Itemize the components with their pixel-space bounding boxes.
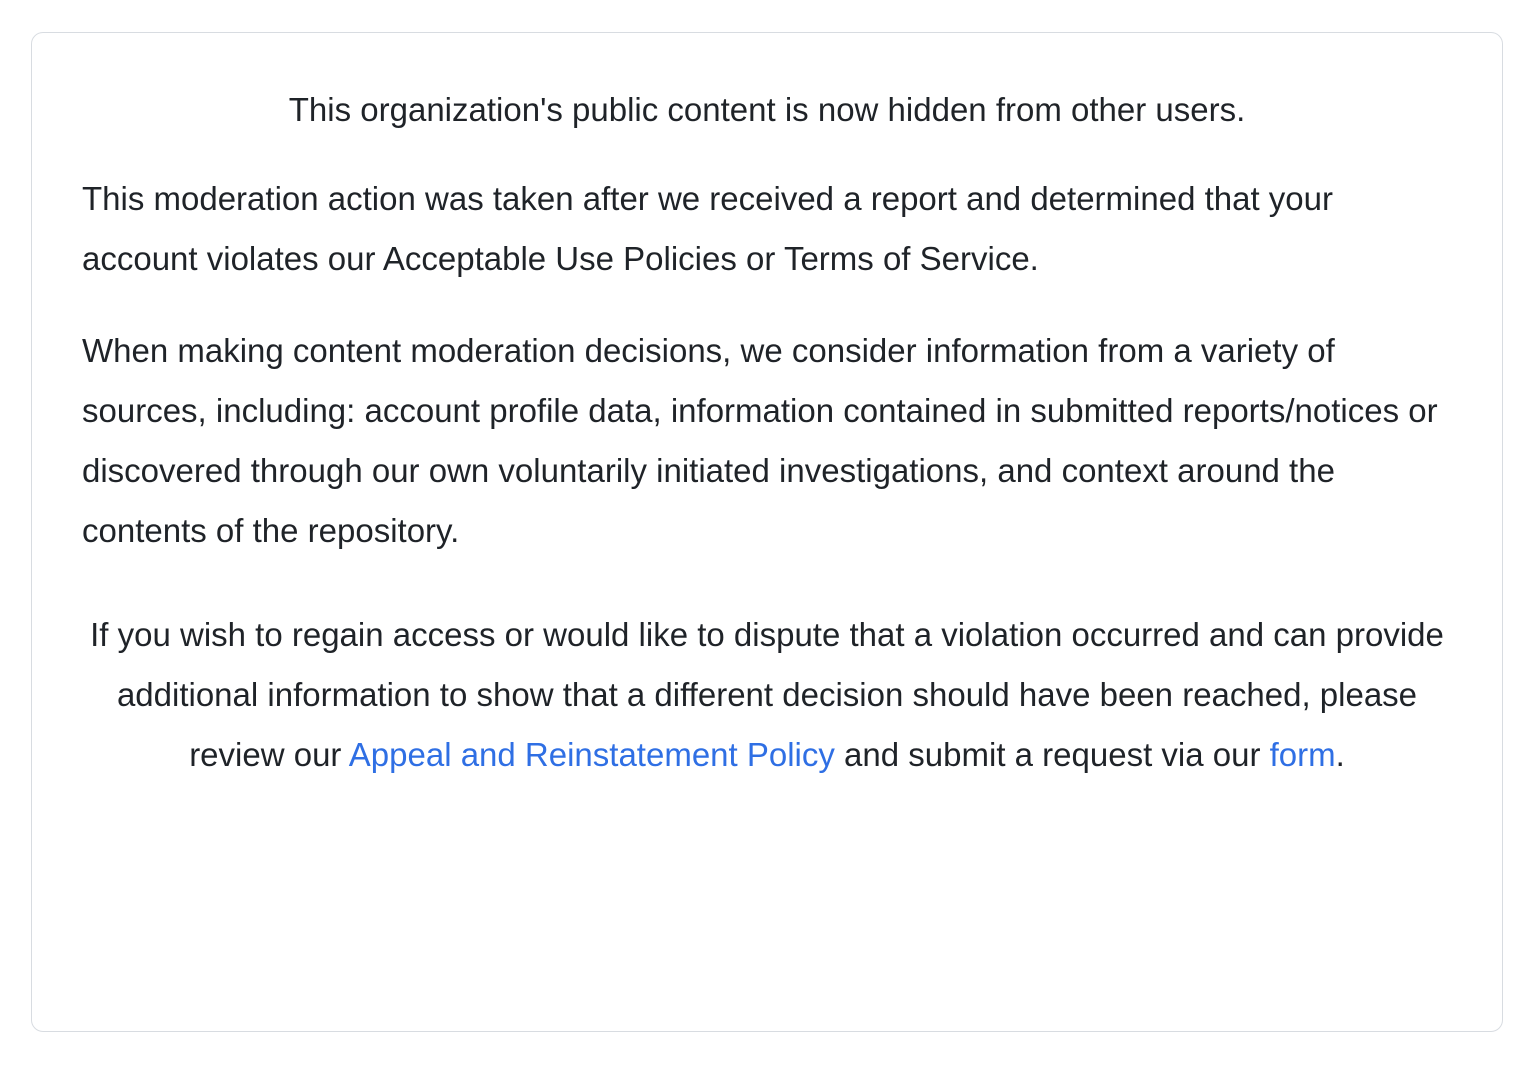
- appeal-text-between-links: and submit a request via our: [834, 735, 1270, 773]
- appeal-text-before-link: If you wish to regain access or would like to dispute that a violation occurred and can provide additional information to show that a different decision should have been reached, please review our: [90, 615, 1444, 773]
- appeal-form-link[interactable]: form: [1269, 735, 1336, 773]
- moderation-action-paragraph: This moderation action was taken after we received a report and determined that your account violates our Acceptable Use Policies or Terms of Service.: [82, 179, 1334, 277]
- notice-heading: This organization's public content is now hidden from other users.: [288, 91, 1246, 128]
- moderation-sources-paragraph: When making content moderation decisions, we consider information from a variety of sources, including: account profile data, information contained in submitted reports/notices or discovered through our own voluntarily initiated investigations, and context around the contents of the repository.: [82, 331, 1438, 549]
- moderation-notice-card: [31, 32, 1503, 1032]
- appeal-text-after-link: .: [1335, 735, 1345, 773]
- appeal-paragraph: [82, 605, 1452, 785]
- appeal-and-reinstatement-policy-link[interactable]: Appeal and Reinstatement Policy: [348, 735, 835, 773]
